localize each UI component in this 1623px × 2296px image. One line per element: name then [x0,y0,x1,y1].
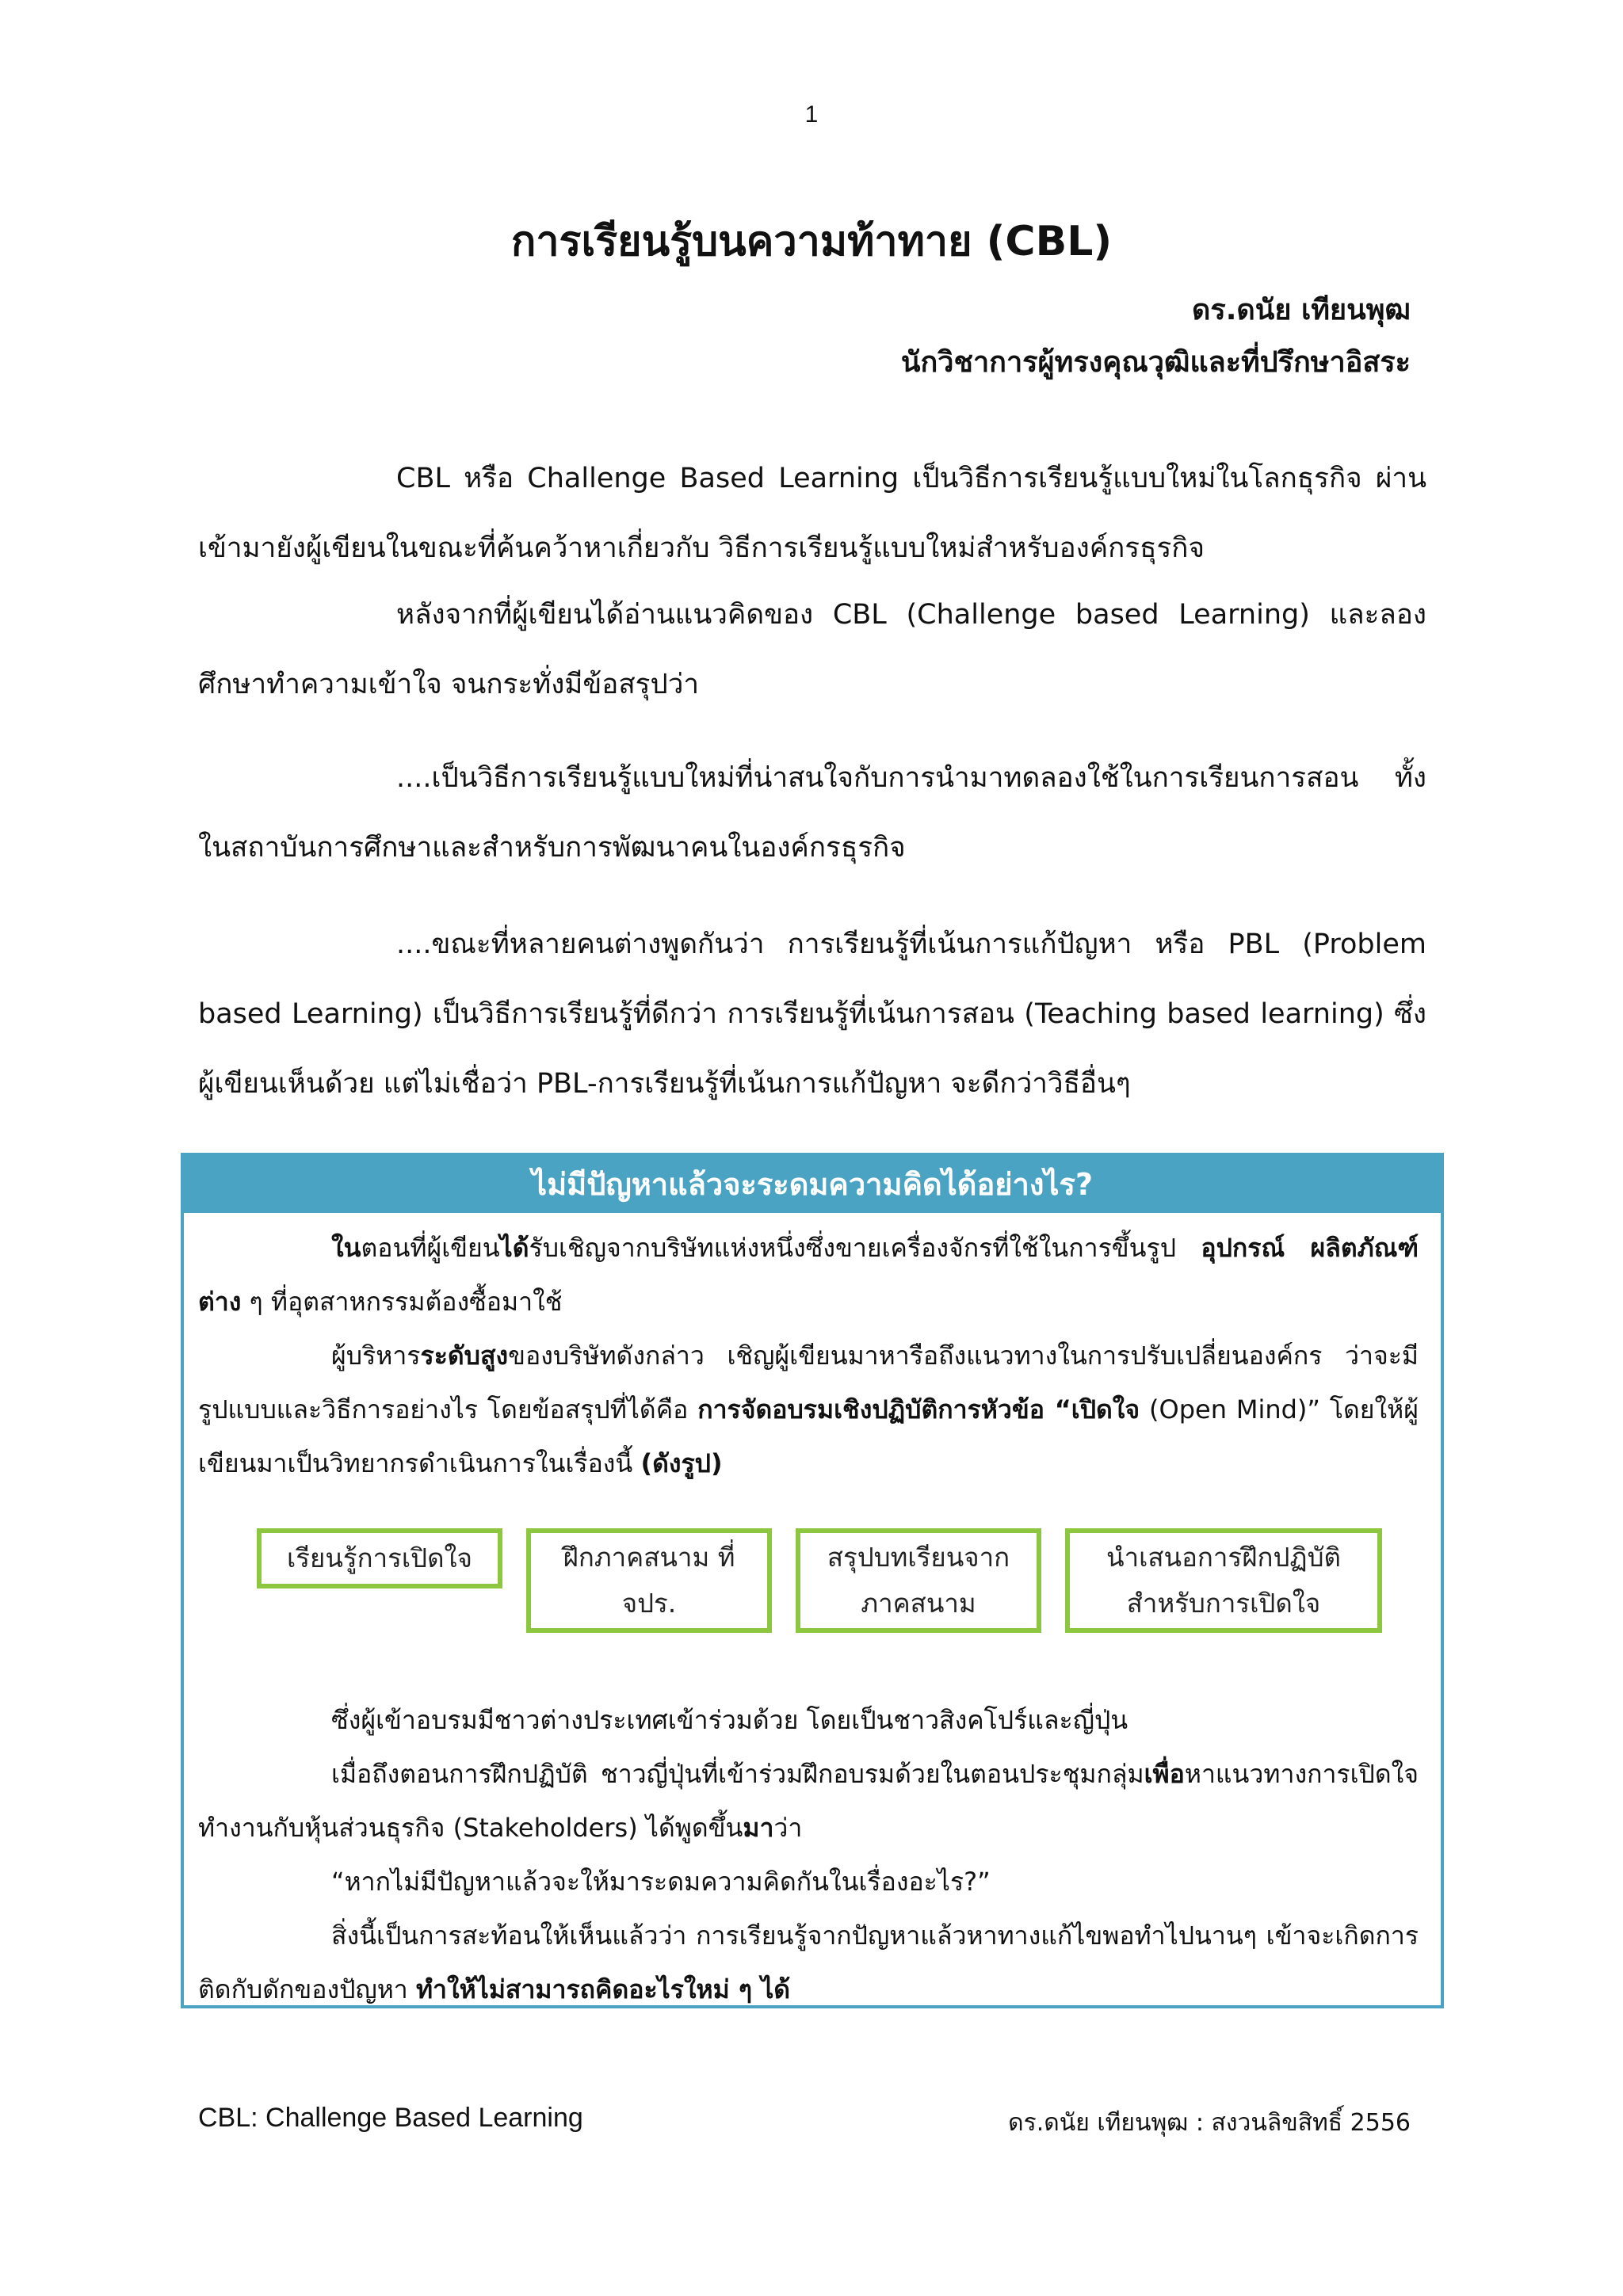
paragraph-2: หลังจากที่ผู้เขียนได้อ่านแนวคิดของ CBL (Challenge based Learning) และลองศึกษาทำความเข้าใจ จนกระทั่งมีข้อสรุปว่า [198,599,1426,700]
page-number: 1 [804,101,819,128]
callout-paragraph-1: ในตอนที่ผู้เขียนได้รับเชิญจากบริษัทแห่งหนึ่งซึ่งขายเครื่องจักรที่ใช้ในการขึ้นรูป อุปกรณ์ ผลิตภัณฑ์ต่าง ๆ ที่อุตสาหกรรมต้องซื้อมาใช้ [198,1233,1419,1317]
flow-step-3: สรุปบทเรียนจาก ภาคสนาม [796,1528,1041,1633]
page-title: การเรียนรู้บนความท้าทาย (CBL) [510,218,1113,265]
footer-right: ดร.ดนัย เทียนพุฒ : สงวนลิขสิทธิ์ 2556 [1008,2109,1411,2137]
callout-paragraph-2: ผู้บริหารระดับสูงของบริษัทดังกล่าว เชิญผู้เขียนมาหารือถึงแนวทางในการปรับเปลี่ยนองค์กร ว่าจะมีรูปแบบและวิธีการอย่างไร โดยข้อสรุปที่ได้คือ การจัดอบรมเชิงปฏิบัติการหัวข้อ “เปิดใจ (Open Mind)” โดยให้ผู้เขียนมาเป็นวิทยากรดำเนินการในเรื่องนี้ (ดังรูป) [198,1341,1419,1478]
paragraph-3: ....เป็นวิธีการเรียนรู้แบบใหม่ที่น่าสนใจกับการนำมาทดลองใช้ในการเรียนการสอน ทั้งในสถาบันการศึกษาและสำหรับการพัฒนาคนในองค์กรธุรกิจ [198,762,1426,864]
author-name: ดร.ดนัย เทียนพุฒ [1192,294,1411,326]
flow-step-2: ฝึกภาคสนาม ที่ จปร. [526,1528,772,1633]
callout-box [181,1153,1444,2008]
paragraph-1: CBL หรือ Challenge Based Learning เป็นวิธีการเรียนรู้แบบใหม่ในโลกธุรกิจ ผ่านเข้ามายังผู้เขียนในขณะที่ค้นคว้าหาเกี่ยวกับ วิธีการเรียนรู้แบบใหม่สำหรับองค์กรธุรกิจ [198,463,1426,564]
callout-paragraph-5: สิ่งนี้เป็นการสะท้อนให้เห็นแล้วว่า การเรียนรู้จากปัญหาแล้วหาทางแก้ไขพอทำไปนานๆ เข้าจะเกิดการติดกับดักของปัญหา ทำให้ไม่สามารถคิดอะไรใหม่ ๆ ได้ [198,1920,1419,2004]
callout-paragraph-4: เมื่อถึงตอนการฝึกปฏิบัติ ชาวญี่ปุ่นที่เข้าร่วมฝึกอบรมด้วยในตอนประชุมกลุ่มเพื่อหาแนวทางการเปิดใจทำงานกับหุ้นส่วนธุรกิจ (Stakeholders) ได้พูดขึ้นมาว่า [198,1759,1419,1843]
author-affiliation: นักวิชาการผู้ทรงคุณวุฒิและที่ปรึกษาอิสระ [900,346,1411,379]
flow-step-4: นำเสนอการฝึกปฏิบัติ สำหรับการเปิดใจ [1065,1528,1382,1633]
callout-header: ไม่มีปัญหาแล้วจะระดมความคิดได้อย่างไร? [184,1156,1441,1213]
callout-paragraph-3: ซึ่งผู้เข้าอบรมมีชาวต่างประเทศเข้าร่วมด้วย โดยเป็นชาวสิงคโปร์และญี่ปุ่น [331,1705,1128,1735]
flow-step-1: เรียนรู้การเปิดใจ [257,1528,502,1589]
paragraph-4: ....ขณะที่หลายคนต่างพูดกันว่า การเรียนรู้ที่เน้นการแก้ปัญหา หรือ PBL (Problem based Learning) เป็นวิธีการเรียนรู้ที่ดีกว่า การเรียนรู้ที่เน้นการสอน (Teaching based learning) ซึ่งผู้เขียนเห็นด้วย แต่ไม่เชื่อว่า PBL-การเรียนรู้ที่เน้นการแก้ปัญหา จะดีกว่าวิธีอื่นๆ [198,929,1426,1100]
callout-quote: “หากไม่มีปัญหาแล้วจะให้มาระดมความคิดกันในเรื่องอะไร?” [331,1867,991,1897]
footer-left: CBL: Challenge Based Learning [198,2103,583,2133]
